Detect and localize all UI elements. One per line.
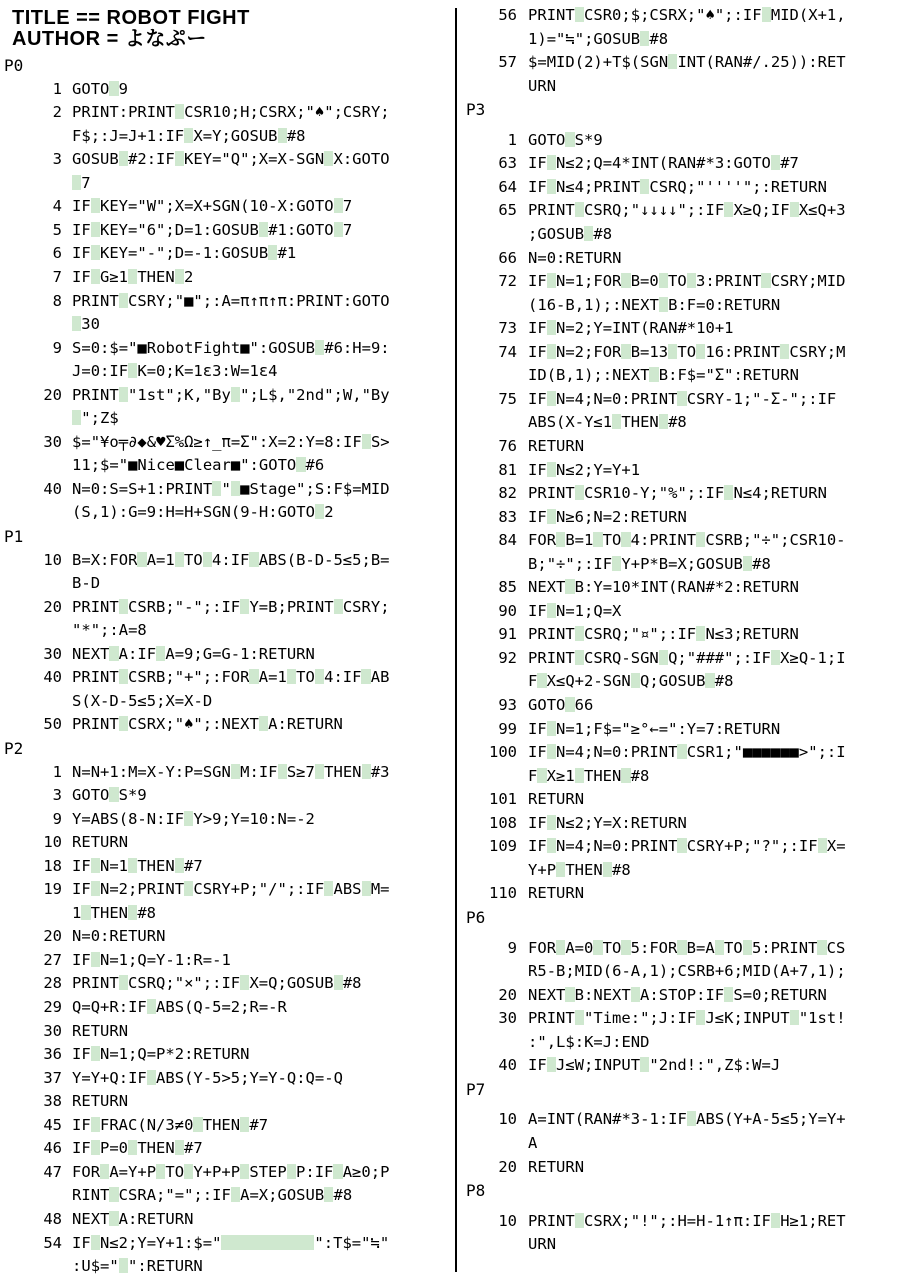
line-number: 108 xyxy=(489,813,517,832)
code-line-continuation xyxy=(462,960,846,984)
code-line xyxy=(0,972,362,996)
line-code: F$;:J=J+1:IF X=Y;GOSUB #8 xyxy=(72,126,306,145)
line-code: N=0:S=S+1:PRINT " ■Stage";S:F$=MID xyxy=(72,479,390,498)
line-code: ";Z$ xyxy=(72,409,119,427)
line-code: PRINT CSRQ;"×";:IF X=Q;GOSUB #8 xyxy=(72,974,362,993)
line-number: 5 xyxy=(52,220,62,239)
line-code: IF KEY="W";X=X+SGN(10-X:GOTO 7 xyxy=(72,197,353,216)
line-number: 3 xyxy=(52,786,62,805)
line-number: 2 xyxy=(52,103,62,122)
line-number: 20 xyxy=(43,597,62,616)
code-line xyxy=(0,596,390,620)
code-line xyxy=(462,176,827,200)
line-number: 65 xyxy=(498,201,517,220)
line-code: URN xyxy=(528,76,557,95)
code-line xyxy=(462,435,584,459)
line-code: IF N=1;F$="≥°←=":Y=7:RETURN xyxy=(528,719,781,738)
code-line xyxy=(0,1137,203,1161)
bank-label: P2 xyxy=(4,738,24,758)
bank-label: P8 xyxy=(466,1181,486,1201)
line-code: IF N=4;N=0:PRINT CSRY+P;"?";:IF X= xyxy=(528,837,846,856)
code-line xyxy=(462,506,687,530)
line-number: 38 xyxy=(43,1092,62,1111)
line-number: 10 xyxy=(498,1211,517,1230)
bank-label: P3 xyxy=(466,100,486,120)
code-line xyxy=(462,694,593,718)
line-number: 66 xyxy=(498,248,517,267)
code-line xyxy=(462,835,846,859)
line-code: GOTO S*9 xyxy=(528,130,603,149)
code-line-continuation xyxy=(0,690,212,714)
listing-header xyxy=(12,8,250,50)
code-line xyxy=(462,129,603,153)
code-line xyxy=(462,647,846,671)
line-number: 93 xyxy=(498,696,517,714)
code-line-continuation xyxy=(0,902,156,926)
line-code: ID(B,1);:NEXT B:F$="Σ":RETURN xyxy=(528,366,799,385)
code-line xyxy=(462,1108,846,1132)
line-code: IF N=4;N=0:PRINT CSRY-1;"-Σ-";:IF xyxy=(528,389,837,408)
line-code: PRINT CSRQ;"¤";:IF N≤3;RETURN xyxy=(528,625,799,644)
line-code: 1)="≒";GOSUB #8 xyxy=(528,29,669,48)
line-code: FOR B=1 TO 4:PRINT CSRB;"÷";CSR10- xyxy=(528,531,846,550)
line-number: 100 xyxy=(489,743,517,762)
line-number: 6 xyxy=(52,244,62,263)
code-line xyxy=(0,266,193,290)
code-line-continuation xyxy=(462,75,556,99)
line-number: 101 xyxy=(489,790,517,809)
code-line xyxy=(462,317,734,341)
bank-label: P1 xyxy=(4,527,24,546)
line-code: PRINT CSR10-Y;"%";:IF N≤4;RETURN xyxy=(528,484,827,503)
line-number: 47 xyxy=(43,1162,62,1181)
line-number: 30 xyxy=(43,1021,62,1040)
code-line-continuation xyxy=(0,501,334,525)
code-line-continuation xyxy=(0,1184,352,1208)
code-line xyxy=(0,666,389,690)
line-code: $=MID(2)+T$(SGN INT(RAN#/.25)):RET xyxy=(528,53,846,72)
line-code: IF KEY="6";D=1:GOSUB #1:GOTO 7 xyxy=(72,220,353,239)
line-number: 7 xyxy=(52,267,62,286)
line-number: 20 xyxy=(498,1157,517,1176)
line-code: Q=Q+R:IF ABS(Q-5=2;R=-R xyxy=(72,998,287,1016)
line-code: F X≤Q+2-SGN Q;GOSUB #8 xyxy=(528,672,734,691)
code-line xyxy=(0,949,231,973)
line-number: 50 xyxy=(43,715,62,734)
line-code: (16-B,1);:NEXT B:F=0:RETURN xyxy=(528,295,781,314)
line-code: IF P=0 THEN #7 xyxy=(72,1139,203,1158)
line-number: 20 xyxy=(498,985,517,1004)
line-code: IF N=1;Q=P*2:RETURN xyxy=(72,1045,250,1064)
code-line xyxy=(0,855,203,879)
line-code: PRINT CSRQ;"↓↓↓↓";:IF X≥Q;IF X≤Q+3 xyxy=(528,201,846,220)
line-code: RETURN xyxy=(72,1021,129,1040)
line-number: 85 xyxy=(498,578,517,597)
line-number: 40 xyxy=(498,1056,517,1075)
line-number: 45 xyxy=(43,1115,62,1134)
code-line xyxy=(462,247,621,271)
line-number: 36 xyxy=(43,1045,62,1064)
code-line xyxy=(0,1067,343,1091)
line-code: J=0:IF K=0;K=1ε3:W=1ε4 xyxy=(72,362,278,381)
line-number: 10 xyxy=(43,833,62,852)
code-line-continuation xyxy=(0,125,306,149)
line-code: IF KEY="-";D=-1:GOSUB #1 xyxy=(72,244,297,263)
code-line xyxy=(462,4,846,28)
code-line xyxy=(0,831,128,855)
line-code: Y+P THEN #8 xyxy=(528,860,631,879)
line-code: GOSUB #2:IF KEY="Q";X=X-SGN X:GOTO xyxy=(72,150,390,169)
line-number: 1 xyxy=(52,79,62,98)
line-code: PRINT CSRY;"■";:A=π↑π↑π:PRINT:GOTO xyxy=(72,291,390,310)
line-number: 20 xyxy=(43,385,62,404)
line-code: N=0:RETURN xyxy=(528,248,622,267)
line-code: IF N≤4;PRINT CSRQ;"''''";:RETURN xyxy=(528,177,827,196)
line-number: 10 xyxy=(498,1110,517,1129)
code-line xyxy=(462,984,827,1008)
code-line xyxy=(462,600,621,624)
code-line xyxy=(462,788,584,812)
line-code: Y=ABS(8-N:IF Y>9;Y=10:N=-2 xyxy=(72,809,315,828)
line-number: 9 xyxy=(52,338,62,357)
line-number: 30 xyxy=(43,432,62,451)
line-code: A xyxy=(528,1134,538,1153)
line-code: IF N=1;FOR B=0 TO 3:PRINT CSRY;MID xyxy=(528,272,846,291)
code-line-continuation xyxy=(462,294,780,318)
line-code: RETURN xyxy=(72,833,129,852)
line-number: 40 xyxy=(43,479,62,498)
code-line-continuation xyxy=(462,1233,556,1257)
line-number: 1 xyxy=(507,130,517,149)
code-line xyxy=(0,761,390,785)
line-code: B=X:FOR A=1 TO 4:IF ABS(B-D-5≤5;B= xyxy=(72,550,390,569)
line-code: RETURN xyxy=(72,1092,129,1111)
code-line xyxy=(0,1232,389,1256)
code-line xyxy=(462,812,687,836)
line-code: $="¥o╤∂◆&♥Σ%Ω≥↑_π=Σ":X=2:Y=8:IF S> xyxy=(72,432,390,451)
line-code: GOTO 9 xyxy=(72,79,129,98)
line-code: IF N=1;Q=X xyxy=(528,601,622,620)
code-line xyxy=(462,1156,584,1180)
line-number: 57 xyxy=(498,53,517,72)
author-line: AUTHOR = よなぷー xyxy=(12,28,207,50)
code-line xyxy=(0,1114,268,1138)
line-number: 56 xyxy=(498,6,517,24)
line-number: 72 xyxy=(498,272,517,291)
line-number: 64 xyxy=(498,177,517,196)
code-line xyxy=(0,713,343,737)
line-code: URN xyxy=(528,1235,557,1254)
code-line xyxy=(462,199,846,223)
line-number: 30 xyxy=(43,644,62,663)
code-line xyxy=(462,51,846,75)
code-line xyxy=(462,341,845,365)
code-line-continuation xyxy=(462,223,612,247)
line-number: 37 xyxy=(43,1068,62,1087)
line-code: RETURN xyxy=(528,436,585,455)
line-number: 30 xyxy=(498,1009,517,1028)
code-line-continuation xyxy=(462,411,687,435)
line-code: 30 xyxy=(72,315,100,333)
line-code: PRINT CSRB;"-";:IF Y=B;PRINT CSRY; xyxy=(72,597,390,616)
line-code: PRINT:PRINT CSR10;H;CSRX;"♠";CSRY; xyxy=(72,103,390,122)
line-code: PRINT CSR0;$;CSRX;"♠";:IF MID(X+1, xyxy=(528,6,846,24)
line-code: RETURN xyxy=(528,884,585,903)
line-number: 10 xyxy=(43,550,62,569)
line-number: 110 xyxy=(489,884,517,903)
code-line-continuation xyxy=(0,360,278,384)
line-number: 92 xyxy=(498,648,517,667)
line-code: B;"÷";:IF Y+P*B=X;GOSUB #8 xyxy=(528,554,771,573)
line-number: 19 xyxy=(43,880,62,899)
code-line xyxy=(0,101,390,125)
line-code: R5-B;MID(6-A,1);CSRB+6;MID(A+7,1); xyxy=(528,962,846,981)
code-line xyxy=(462,623,799,647)
code-line-continuation xyxy=(462,1132,537,1156)
code-line xyxy=(462,1054,780,1078)
line-code: :U$=" ":RETURN xyxy=(72,1257,203,1276)
line-code: F X≥1 THEN #8 xyxy=(528,766,650,785)
code-line xyxy=(0,337,390,361)
line-code: IF N=1;Q=Y-1:R=-1 xyxy=(72,950,231,969)
code-line-continuation xyxy=(0,407,119,431)
line-number: 40 xyxy=(43,668,62,687)
code-line xyxy=(462,1210,846,1234)
line-number: 90 xyxy=(498,601,517,620)
code-line-continuation xyxy=(0,572,100,596)
line-number: 27 xyxy=(43,950,62,969)
code-line-continuation xyxy=(462,28,668,52)
line-number: 99 xyxy=(498,719,517,738)
title-line: TITLE == ROBOT FIGHT xyxy=(12,7,250,29)
line-number: 73 xyxy=(498,319,517,338)
line-number: 74 xyxy=(498,342,517,361)
line-code: S(X-D-5≤5;X=X-D xyxy=(72,691,213,710)
line-code: 11;$="■Nice■Clear■":GOTO #6 xyxy=(72,456,325,475)
line-number: 46 xyxy=(43,1139,62,1158)
line-code: PRINT CSRQ-SGN Q;"###";:IF X≥Q-1;I xyxy=(528,648,846,667)
code-line xyxy=(0,219,352,243)
line-code: (S,1):G=9:H=H+SGN(9-H:GOTO 2 xyxy=(72,503,334,522)
code-line xyxy=(0,1208,193,1232)
code-line xyxy=(0,78,128,102)
line-code: FOR A=Y+P TO Y+P+P STEP P:IF A≥0;P xyxy=(72,1162,390,1181)
line-code: "*";:A=8 xyxy=(72,621,147,640)
code-line xyxy=(0,549,390,573)
line-code: IF N≤2;Y=X:RETURN xyxy=(528,813,687,832)
code-line xyxy=(462,388,836,412)
bank-label: P0 xyxy=(4,56,24,75)
line-code: IF N=1 THEN #7 xyxy=(72,856,203,875)
line-code: N=0:RETURN xyxy=(72,927,166,946)
code-line xyxy=(0,431,390,455)
code-line xyxy=(462,459,640,483)
code-line xyxy=(462,529,846,553)
code-line xyxy=(0,478,390,502)
line-number: 29 xyxy=(43,998,62,1016)
line-number: 20 xyxy=(43,927,62,946)
line-number: 18 xyxy=(43,856,62,875)
code-line-continuation xyxy=(462,364,799,388)
code-line xyxy=(462,882,584,906)
code-line xyxy=(0,148,390,172)
line-number: 81 xyxy=(498,460,517,479)
code-line-continuation xyxy=(0,313,100,337)
line-code: S=0:$="■RobotFight■":GOSUB #6:H=9: xyxy=(72,338,390,357)
code-line xyxy=(462,718,780,742)
code-line xyxy=(0,384,390,408)
line-number: 9 xyxy=(507,938,517,957)
line-code: Y=Y+Q:IF ABS(Y-5>5;Y=Y-Q:Q=-Q xyxy=(72,1068,343,1087)
line-code: IF N≤2;Q=4*INT(RAN#*3:GOTO #7 xyxy=(528,154,799,173)
line-code: RETURN xyxy=(528,790,585,809)
line-code: IF N=2;Y=INT(RAN#*10+1 xyxy=(528,319,734,338)
line-number: 76 xyxy=(498,436,517,455)
code-line xyxy=(0,925,165,949)
code-line-continuation xyxy=(462,553,771,577)
code-line xyxy=(0,1020,128,1044)
line-number: 28 xyxy=(43,974,62,993)
line-code: 1 THEN #8 xyxy=(72,903,156,922)
code-line xyxy=(0,996,287,1020)
code-line xyxy=(462,270,845,294)
line-number: 75 xyxy=(498,389,517,408)
code-line xyxy=(0,290,390,314)
line-code: PRINT CSRX;"!";:H=H-1↑π:IF H≥1;RET xyxy=(528,1211,846,1230)
line-code: GOTO 66 xyxy=(528,696,594,714)
code-line-continuation xyxy=(462,670,733,694)
line-number: 83 xyxy=(498,507,517,526)
line-code: PRINT CSRB;"+";:FOR A=1 TO 4:IF AB xyxy=(72,668,390,687)
code-line-continuation xyxy=(0,1255,203,1279)
code-line xyxy=(0,808,315,832)
code-line-continuation xyxy=(0,172,91,196)
code-line-continuation xyxy=(462,859,631,883)
line-code: NEXT B:Y=10*INT(RAN#*2:RETURN xyxy=(528,578,799,597)
line-code: IF FRAC(N/3≠0 THEN #7 xyxy=(72,1115,269,1134)
code-line xyxy=(0,1090,128,1114)
line-code: IF N≤2;Y=Y+1 xyxy=(528,460,641,479)
code-line-continuation xyxy=(462,765,649,789)
column-divider xyxy=(455,8,457,1272)
code-line xyxy=(462,576,799,600)
line-code: FOR A=0 TO 5:FOR B=A TO 5:PRINT CS xyxy=(528,938,846,957)
line-code: N=N+1:M=X-Y:P=SGN M:IF S≥7 THEN #3 xyxy=(72,762,390,781)
code-line xyxy=(462,741,846,765)
line-code: IF N=4;N=0:PRINT CSR1;"■■■■■■>";:I xyxy=(528,743,846,762)
code-line xyxy=(462,482,827,506)
line-number: 48 xyxy=(43,1209,62,1228)
code-line xyxy=(462,1007,846,1031)
line-code: 7 xyxy=(72,174,91,192)
line-code: ;GOSUB #8 xyxy=(528,225,613,243)
line-code: ABS(X-Y≤1 THEN #8 xyxy=(528,413,687,432)
line-code: :",L$:K=J:END xyxy=(528,1032,650,1051)
code-line xyxy=(0,1161,389,1185)
line-code: PRINT CSRX;"♠";:NEXT A:RETURN xyxy=(72,715,343,734)
line-code: IF N≤2;Y=Y+1:$=" ":T$="≒" xyxy=(72,1233,390,1252)
line-code: NEXT A:IF A=9;G=G-1:RETURN xyxy=(72,644,315,663)
code-line xyxy=(0,195,352,219)
line-code: NEXT B:NEXT A:STOP:IF S=0;RETURN xyxy=(528,985,827,1004)
line-code: PRINT "1st";K,"By ";L$,"2nd";W,"By xyxy=(72,385,390,404)
code-line xyxy=(462,937,845,961)
code-line-continuation xyxy=(0,619,147,643)
line-code: IF G≥1 THEN 2 xyxy=(72,267,194,286)
line-code: GOTO S*9 xyxy=(72,786,147,805)
line-code: PRINT "Time:";J:IF J≤K;INPUT "1st! xyxy=(528,1009,846,1028)
line-code: IF N≥6;N=2:RETURN xyxy=(528,507,687,526)
line-number: 54 xyxy=(43,1233,62,1252)
line-number: 91 xyxy=(498,625,517,644)
line-number: 1 xyxy=(52,762,62,781)
line-code: IF N=2;PRINT CSRY+P;"/";:IF ABS M= xyxy=(72,880,390,899)
line-number: 63 xyxy=(498,154,517,173)
code-line-continuation xyxy=(462,1031,649,1055)
line-code: B-D xyxy=(72,574,101,593)
line-code: RETURN xyxy=(528,1157,585,1176)
line-code: NEXT A:RETURN xyxy=(72,1209,194,1228)
line-code: A=INT(RAN#*3-1:IF ABS(Y+A-5≤5;Y=Y+ xyxy=(528,1110,846,1129)
code-line xyxy=(0,242,296,266)
line-number: 4 xyxy=(52,197,62,216)
code-line xyxy=(0,1043,249,1067)
code-line-continuation xyxy=(0,454,324,478)
line-code: RINT CSRA;"=";:IF A=X;GOSUB #8 xyxy=(72,1186,353,1205)
code-line xyxy=(0,643,315,667)
line-number: 8 xyxy=(52,291,62,310)
code-line xyxy=(0,784,147,808)
line-number: 82 xyxy=(498,484,517,503)
line-number: 84 xyxy=(498,531,517,550)
bank-label: P6 xyxy=(466,907,486,927)
bank-label: P7 xyxy=(466,1079,486,1099)
line-code: IF N=2;FOR B=13 TO 16:PRINT CSRY;M xyxy=(528,342,846,361)
line-number: 3 xyxy=(52,150,62,169)
line-code: IF J≤W;INPUT "2nd!:",Z$:W=J xyxy=(528,1056,781,1075)
line-number: 109 xyxy=(489,837,517,856)
line-number: 9 xyxy=(52,809,62,828)
code-line xyxy=(462,152,799,176)
code-line xyxy=(0,878,390,902)
